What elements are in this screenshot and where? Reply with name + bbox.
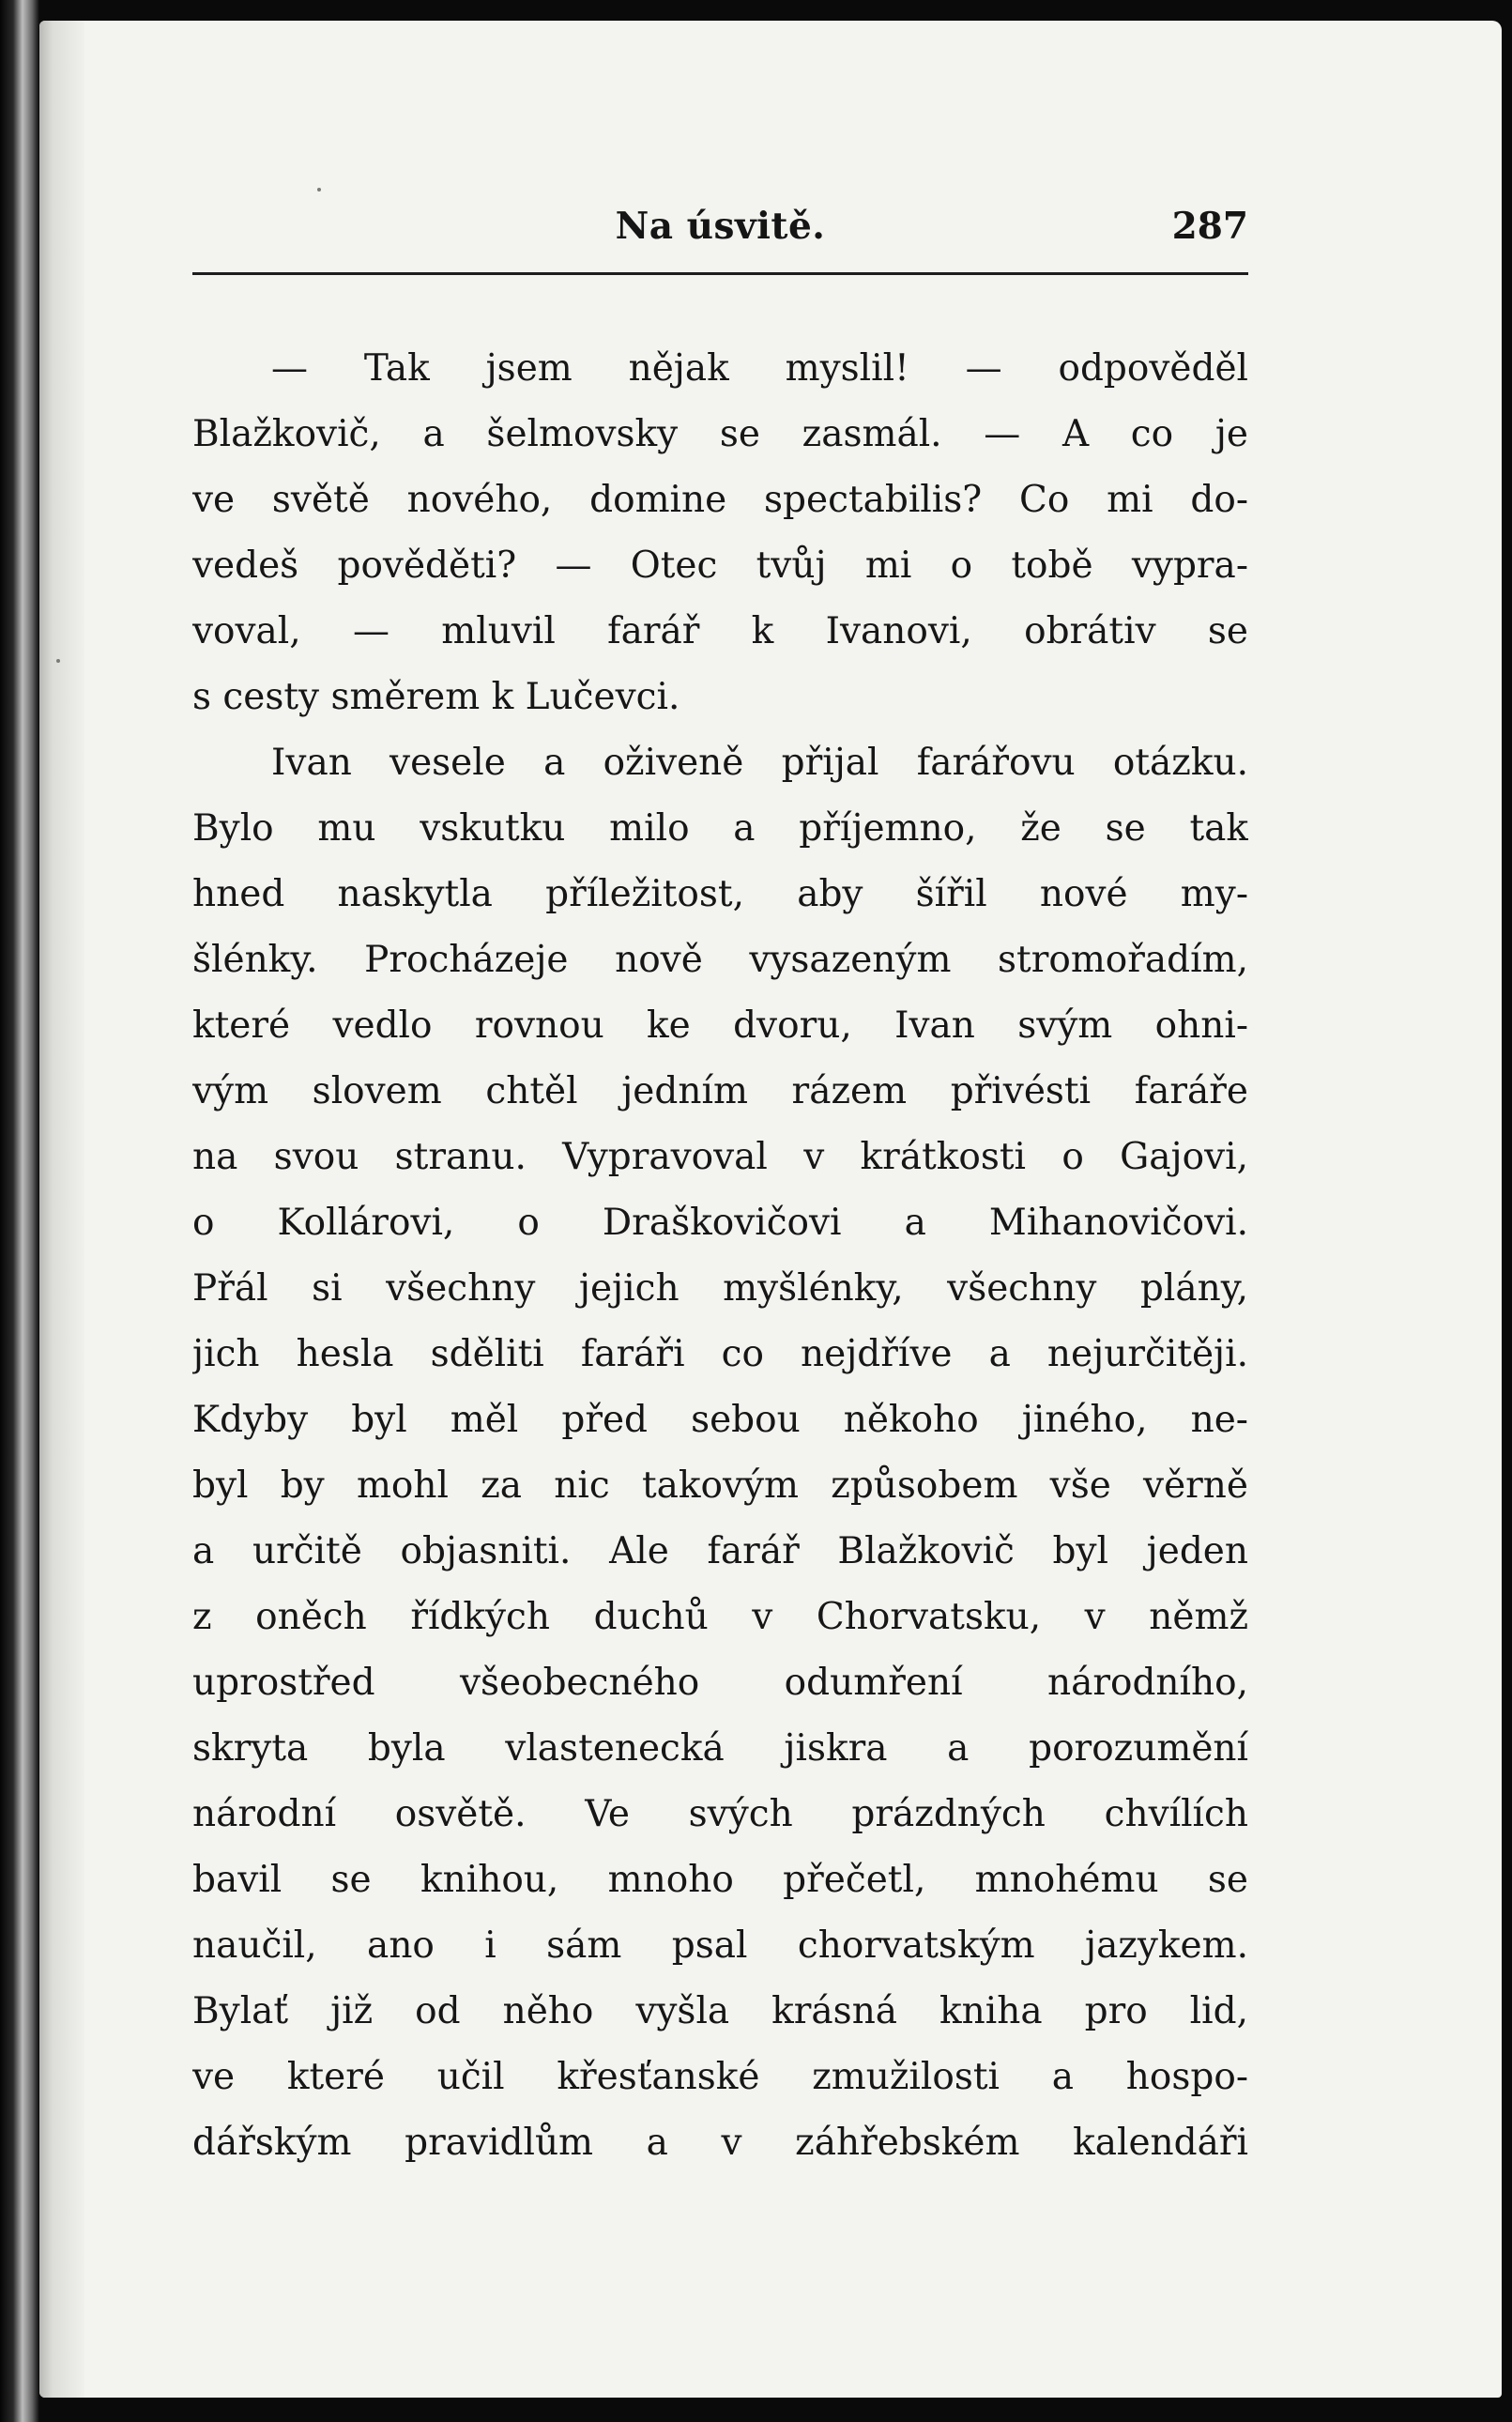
text-line: vým slovem chtěl jedním rázem přivésti faráře [192,1070,1248,1112]
book-spine-edge [0,0,39,2422]
page-number: 287 [1171,205,1248,248]
text-line: šlénky. Procházeje nově vysazeným stromořadím, [192,939,1248,981]
running-title: Na úsvitě. [615,205,826,248]
body-text [192,336,1248,2176]
text-line: o Kollárovi, o Draškovičovi a Mihanovičovi. [192,1202,1248,1244]
text-line: ve které učil křesťanské zmužilosti a hospo- [192,2056,1248,2098]
header-rule [192,272,1248,275]
paper-speck [56,659,60,663]
text-line: dářským pravidlům a v záhřebském kalendáři [192,2122,1248,2164]
text-line: Bylo mu vskutku milo a příjemno, že se tak [192,807,1248,850]
text-line: voval, — mluvil farář k Ivanovi, obrátiv se [192,610,1248,652]
text-line: Blažkovič, a šelmovsky se zasmál. — A co je [192,413,1248,455]
text-line: — Tak jsem nějak myslil! — odpověděl [271,347,1248,390]
text-line: s cesty směrem k Lučevci. [192,676,680,718]
text-line: uprostřed všeobecného odumření národního, [192,1662,1248,1704]
page-header [192,205,1248,261]
text-line: na svou stranu. Vypravoval v krátkosti o Gajovi, [192,1136,1248,1178]
text-line: z oněch řídkých duchů v Chorvatsku, v němž [192,1596,1248,1638]
text-line: Kdyby byl měl před sebou někoho jiného, ne- [192,1399,1248,1441]
paper-speck [317,188,321,192]
text-line: ve světě nového, domine spectabilis? Co mi do- [192,479,1248,521]
text-line: a určitě objasniti. Ale farář Blažkovič byl jeden [192,1530,1248,1572]
text-line: vedeš pověděti? — Otec tvůj mi o tobě vypra- [192,544,1248,587]
text-line: jich hesla sděliti faráři co nejdříve a nejurčitěji. [192,1333,1248,1375]
text-line: Bylať již od něho vyšla krásná kniha pro lid, [192,1990,1248,2032]
text-line: Ivan vesele a oživeně přijal farářovu otázku. [271,742,1248,784]
text-line: které vedlo rovnou ke dvoru, Ivan svým ohni- [192,1004,1248,1047]
text-line: naučil, ano i sám psal chorvatským jazykem. [192,1924,1248,1967]
text-line: byl by mohl za nic takovým způsobem vše věrně [192,1464,1248,1507]
text-line: bavil se knihou, mnoho přečetl, mnohému se [192,1859,1248,1901]
text-line: hned naskytla příležitost, aby šířil nové my- [192,873,1248,915]
text-line: Přál si všechny jejich myšlénky, všechny plány, [192,1267,1248,1310]
text-line: skryta byla vlastenecká jiskra a porozumění [192,1727,1248,1770]
binding-shadow [39,21,84,2398]
text-line: národní osvětě. Ve svých prázdných chvílích [192,1793,1248,1835]
